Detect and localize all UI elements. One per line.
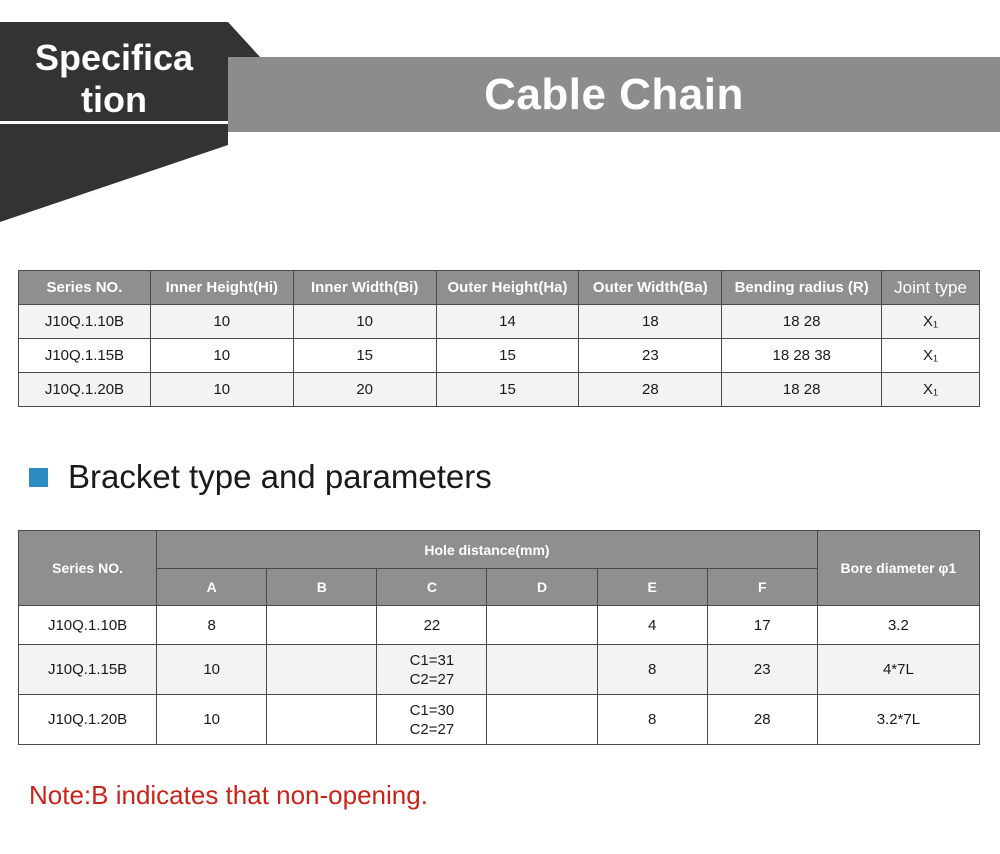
- table-cell: 28: [579, 373, 722, 407]
- table-row: [19, 606, 980, 645]
- table-cell: C1=31 C2=27: [377, 645, 487, 695]
- table-cell: 20: [293, 373, 436, 407]
- table-cell: 18 28 38: [722, 339, 882, 373]
- column-header: E: [597, 569, 707, 606]
- square-bullet-icon: [29, 468, 48, 487]
- column-header: Outer Width(Ba): [579, 271, 722, 305]
- table-cell: X₁: [882, 305, 980, 339]
- table-header-row: [19, 531, 980, 569]
- table-cell: 8: [597, 695, 707, 745]
- table-cell: 18 28: [722, 373, 882, 407]
- column-header: Series NO.: [19, 531, 157, 606]
- section-heading: [29, 458, 492, 496]
- specification-label: Specifica tion: [34, 37, 194, 120]
- cable-chain-spec-table: [18, 270, 980, 407]
- table-row: [19, 373, 980, 407]
- table-cell: 3.2: [817, 606, 979, 645]
- table-cell: [487, 645, 597, 695]
- table-cell: [487, 695, 597, 745]
- table-cell: 15: [436, 339, 579, 373]
- table-cell: 10: [150, 339, 293, 373]
- table-cell: 23: [579, 339, 722, 373]
- table-cell: 4*7L: [817, 645, 979, 695]
- table-row: [19, 695, 980, 745]
- table-cell: 14: [436, 305, 579, 339]
- column-header: F: [707, 569, 817, 606]
- table-cell: J10Q.1.20B: [19, 695, 157, 745]
- column-header: B: [267, 569, 377, 606]
- column-group-header: Hole distance(mm): [157, 531, 818, 569]
- table-cell: 18 28: [722, 305, 882, 339]
- table-cell: [487, 606, 597, 645]
- table-cell: J10Q.1.20B: [19, 373, 151, 407]
- table-cell: 15: [293, 339, 436, 373]
- section-title: Bracket type and parameters: [68, 458, 492, 495]
- table-cell: 18: [579, 305, 722, 339]
- table-cell: 10: [157, 645, 267, 695]
- table-cell: 8: [597, 645, 707, 695]
- bracket-parameters-table: [18, 530, 980, 745]
- column-header: Outer Height(Ha): [436, 271, 579, 305]
- table-cell: J10Q.1.15B: [19, 339, 151, 373]
- table-cell: X₁: [882, 373, 980, 407]
- table-cell: 4: [597, 606, 707, 645]
- column-header: A: [157, 569, 267, 606]
- table-row: [19, 645, 980, 695]
- column-header: Inner Width(Bi): [293, 271, 436, 305]
- table-cell: J10Q.1.10B: [19, 606, 157, 645]
- column-header: C: [377, 569, 487, 606]
- table-cell: 22: [377, 606, 487, 645]
- table-cell: 28: [707, 695, 817, 745]
- table-cell: [267, 606, 377, 645]
- table-cell: 10: [293, 305, 436, 339]
- table-cell: 10: [150, 305, 293, 339]
- column-header: Series NO.: [19, 271, 151, 305]
- table-cell: J10Q.1.10B: [19, 305, 151, 339]
- table-cell: 10: [157, 695, 267, 745]
- table-cell: J10Q.1.15B: [19, 645, 157, 695]
- column-header: D: [487, 569, 597, 606]
- note-text: Note:B indicates that non-opening.: [29, 780, 428, 810]
- table-cell: 23: [707, 645, 817, 695]
- table-cell: 10: [150, 373, 293, 407]
- column-header: Inner Height(Hi): [150, 271, 293, 305]
- table-cell: X₁: [882, 339, 980, 373]
- table-row: [19, 305, 980, 339]
- table-row: [19, 339, 980, 373]
- table-cell: [267, 645, 377, 695]
- table-cell: [267, 695, 377, 745]
- table-cell: 8: [157, 606, 267, 645]
- column-header: Bending radius (R): [722, 271, 882, 305]
- table-cell: C1=30 C2=27: [377, 695, 487, 745]
- table-cell: 3.2*7L: [817, 695, 979, 745]
- column-header: Bore diameter φ1: [817, 531, 979, 606]
- page-title: Cable Chain: [484, 69, 744, 119]
- table-header-row: [19, 271, 980, 305]
- table-cell: 15: [436, 373, 579, 407]
- table-cell: 17: [707, 606, 817, 645]
- column-header: Joint type: [882, 271, 980, 305]
- title-banner: [228, 57, 1000, 132]
